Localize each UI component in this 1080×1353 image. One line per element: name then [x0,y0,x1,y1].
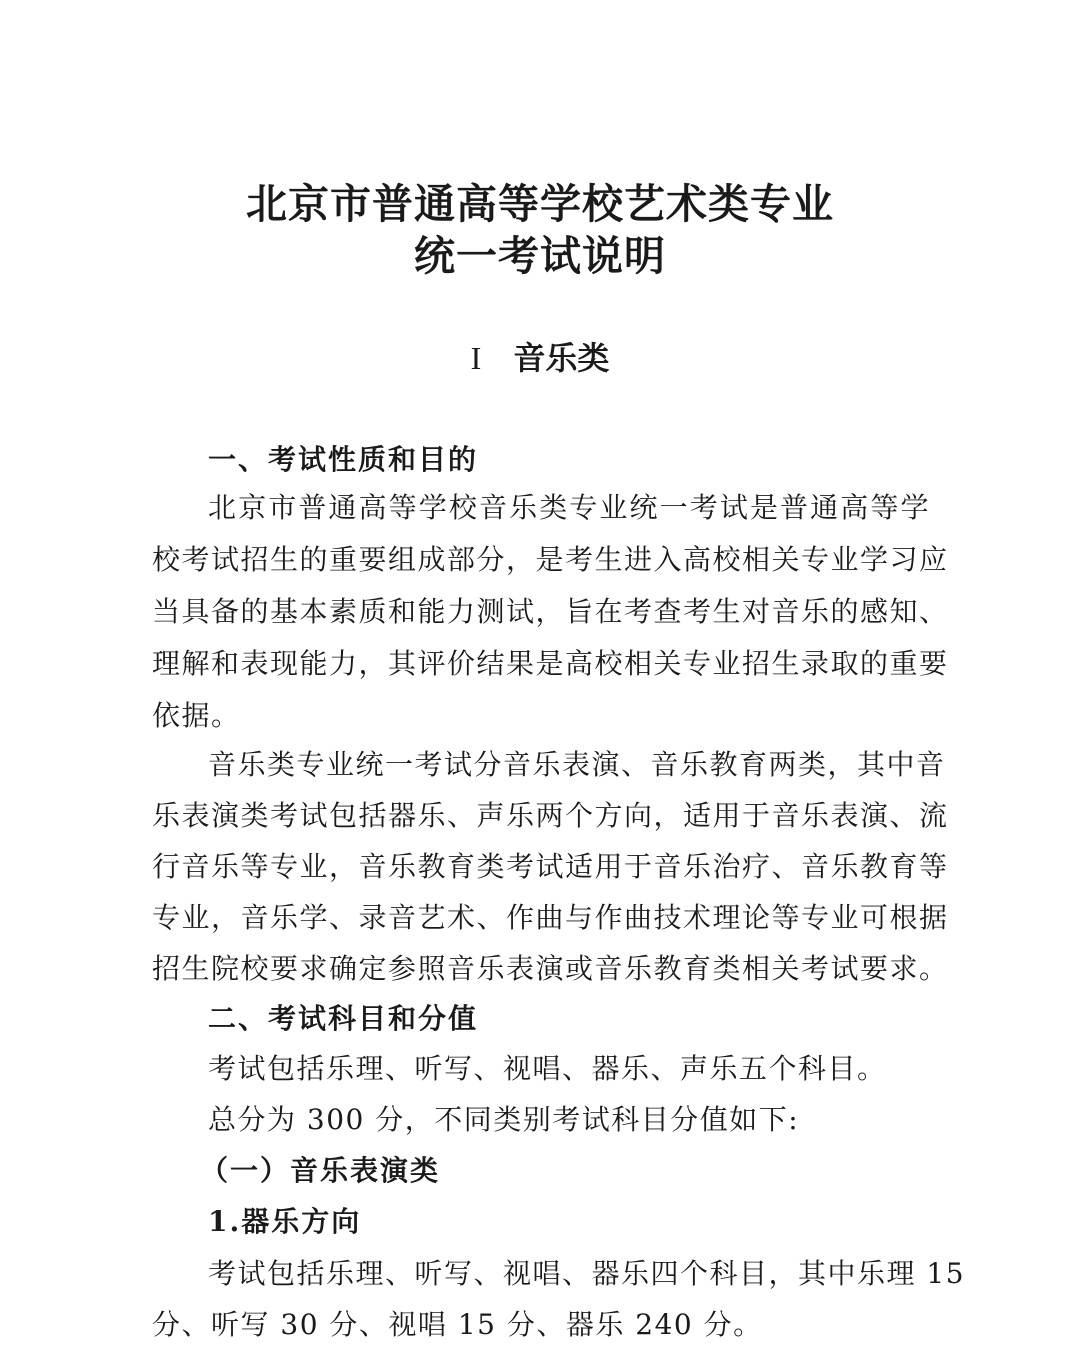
para5-line-1: 考试包括乐理、听写、视唱、器乐四个科目，其中乐理 15 [208,1257,966,1290]
para1-line-1: 北京市普通高等学校音乐类专业统一考试是普通高等学 [208,491,930,524]
para1-line-2: 校考试招生的重要组成部分，是考生进入高校相关专业学习应 [152,543,949,576]
document-title-line-2: 统一考试说明 [414,232,666,280]
section-title [0,339,1080,377]
document-title-line-1: 北京市普通高等学校艺术类专业 [246,180,834,228]
para2-line-1: 音乐类专业统一考试分音乐表演、音乐教育两类，其中音 [208,748,946,781]
heading-exam-nature: 一、考试性质和目的 [208,443,479,476]
para3-line: 考试包括乐理、听写、视唱、器乐、声乐五个科目。 [208,1052,887,1085]
para2-line-2: 乐表演类考试包括器乐、声乐两个方向，适用于音乐表演、流 [152,799,949,832]
para1-line-5: 依据。 [152,699,241,732]
para1-line-4: 理解和表现能力，其评价结果是高校相关专业招生录取的重要 [152,647,949,680]
subheading-performance: （一）音乐表演类 [200,1154,441,1187]
section-numeral: I [470,340,482,376]
para2-line-5: 招生院校要求确定参照音乐表演或音乐教育类相关考试要求。 [152,952,949,985]
para2-line-4: 专业，音乐学、录音艺术、作曲与作曲技术理论等专业可根据 [152,901,949,934]
subheading-instrumental: 1.器乐方向 [208,1205,362,1238]
para2-line-3: 行音乐等专业，音乐教育类考试适用于音乐治疗、音乐教育等 [152,850,949,883]
para5-line-2: 分、听写 30 分、视唱 15 分、器乐 240 分。 [152,1308,763,1341]
para4-line: 总分为 300 分，不同类别考试科目分值如下: [208,1103,800,1136]
para1-line-3: 当具备的基本素质和能力测试，旨在考查考生对音乐的感知、 [152,595,949,628]
section-name: 音乐类 [513,339,610,377]
heading-subjects-scores: 二、考试科目和分值 [208,1002,479,1035]
